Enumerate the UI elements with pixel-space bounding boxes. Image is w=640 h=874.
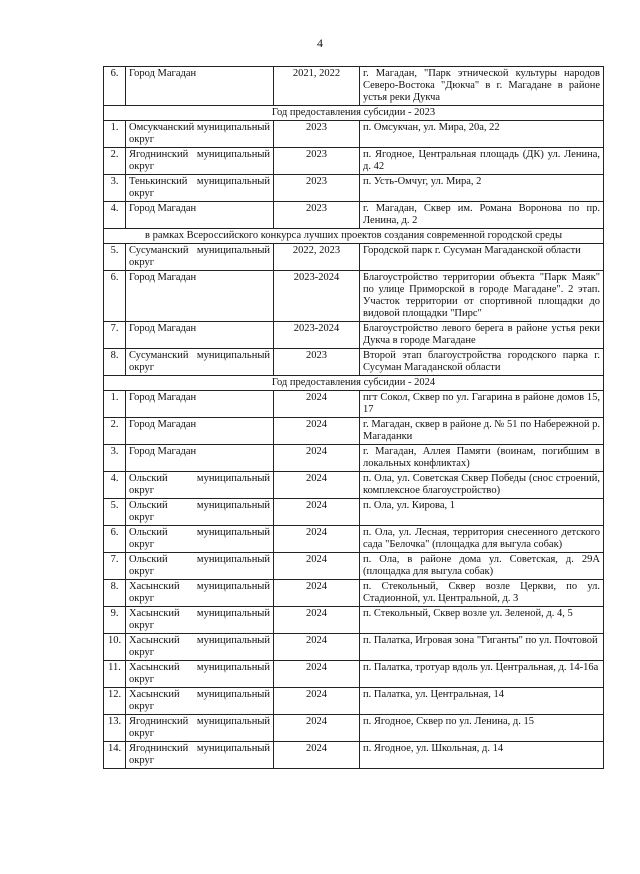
row-number-cell: 6. — [104, 526, 126, 553]
municipality-cell: Ольский муниципальный округ — [126, 499, 274, 526]
object-address-cell: п. Палатка, тротуар вдоль ул. Центральная, д. 14-16а — [360, 661, 604, 688]
table-row — [104, 349, 604, 376]
row-number-cell: 9. — [104, 607, 126, 634]
row-number-cell: 3. — [104, 445, 126, 472]
table-row — [104, 202, 604, 229]
year-cell: 2024 — [274, 499, 360, 526]
row-number-cell: 6. — [104, 67, 126, 106]
municipality-cell: Город Магадан — [126, 445, 274, 472]
municipality-cell: Город Магадан — [126, 391, 274, 418]
municipality-cell: Сусуманский муниципальный округ — [126, 244, 274, 271]
table-row — [104, 607, 604, 634]
municipality-cell: Город Магадан — [126, 202, 274, 229]
table-row — [104, 175, 604, 202]
row-number-cell: 2. — [104, 148, 126, 175]
table-row — [104, 271, 604, 322]
table-row — [104, 526, 604, 553]
row-number-cell: 4. — [104, 202, 126, 229]
table-row — [104, 121, 604, 148]
section-heading: Год предоставления субсидии - 2024 — [104, 376, 604, 391]
row-number-cell: 11. — [104, 661, 126, 688]
municipality-cell: Ольский муниципальный округ — [126, 526, 274, 553]
row-number-cell: 7. — [104, 553, 126, 580]
year-cell: 2023 — [274, 349, 360, 376]
year-cell: 2024 — [274, 391, 360, 418]
row-number-cell: 10. — [104, 634, 126, 661]
object-address-cell: Благоустройство левого берега в районе устья реки Дукча в городе Магадане — [360, 322, 604, 349]
object-address-cell: п. Стекольный, Сквер возле Церкви, по ул. Стадионной, ул. Центральной, д. 3 — [360, 580, 604, 607]
year-cell: 2024 — [274, 688, 360, 715]
year-cell: 2022, 2023 — [274, 244, 360, 271]
year-cell: 2024 — [274, 553, 360, 580]
year-cell: 2023 — [274, 148, 360, 175]
municipality-cell: Ягоднинский муниципальный округ — [126, 715, 274, 742]
page-number: 4 — [317, 36, 323, 50]
municipality-cell: Хасынский муниципальный округ — [126, 607, 274, 634]
row-number-cell: 2. — [104, 418, 126, 445]
object-address-cell: г. Магадан, сквер в районе д. № 51 по Набережной р. Магаданки — [360, 418, 604, 445]
table-row — [104, 580, 604, 607]
row-number-cell: 8. — [104, 580, 126, 607]
row-number-cell: 5. — [104, 244, 126, 271]
year-cell: 2024 — [274, 607, 360, 634]
section-heading: Год предоставления субсидии - 2023 — [104, 106, 604, 121]
object-address-cell: п. Стекольный, Сквер возле ул. Зеленой, д. 4, 5 — [360, 607, 604, 634]
object-address-cell: п. Ола, ул. Кирова, 1 — [360, 499, 604, 526]
municipality-cell: Город Магадан — [126, 271, 274, 322]
municipality-cell: Ягоднинский муниципальный округ — [126, 742, 274, 769]
table-row — [104, 499, 604, 526]
object-address-cell: Благоустройство территории объекта "Парк Маяк" по улице Приморской в городе Магадане". 2 этап. Участок территории от спортивной площадки до видовой площадки "Пирс" — [360, 271, 604, 322]
municipality-cell: Ягоднинский муниципальный округ — [126, 148, 274, 175]
object-address-cell: г. Магадан, "Парк этнической культуры народов Северо-Востока "Дюкча" в г. Магадане в районе устья реки Дукча — [360, 67, 604, 106]
row-number-cell: 1. — [104, 121, 126, 148]
year-cell: 2023-2024 — [274, 271, 360, 322]
year-cell: 2024 — [274, 445, 360, 472]
object-address-cell: п. Ягодное, Центральная площадь (ДК) ул. Ленина, д. 42 — [360, 148, 604, 175]
table-row — [104, 244, 604, 271]
object-address-cell: п. Ягодное, Сквер по ул. Ленина, д. 15 — [360, 715, 604, 742]
row-number-cell: 12. — [104, 688, 126, 715]
object-address-cell: п. Палатка, ул. Центральная, 14 — [360, 688, 604, 715]
municipality-cell: Тенькинский муниципальный округ — [126, 175, 274, 202]
row-number-cell: 13. — [104, 715, 126, 742]
section-header-row — [104, 229, 604, 244]
year-cell: 2023 — [274, 121, 360, 148]
municipality-cell: Ольский муниципальный округ — [126, 553, 274, 580]
row-number-cell: 6. — [104, 271, 126, 322]
year-cell: 2021, 2022 — [274, 67, 360, 106]
year-cell: 2023 — [274, 175, 360, 202]
year-cell: 2024 — [274, 472, 360, 499]
year-cell: 2024 — [274, 418, 360, 445]
object-address-cell: г. Магадан, Сквер им. Романа Воронова по пр. Ленина, д. 2 — [360, 202, 604, 229]
table-row — [104, 148, 604, 175]
year-cell: 2024 — [274, 661, 360, 688]
year-cell: 2024 — [274, 634, 360, 661]
row-number-cell: 8. — [104, 349, 126, 376]
year-cell: 2024 — [274, 526, 360, 553]
table-row — [104, 553, 604, 580]
object-address-cell: пгт Сокол, Сквер по ул. Гагарина в районе домов 15, 17 — [360, 391, 604, 418]
municipality-cell: Хасынский муниципальный округ — [126, 580, 274, 607]
object-address-cell: п. Усть-Омчуг, ул. Мира, 2 — [360, 175, 604, 202]
object-address-cell: п. Ягодное, ул. Школьная, д. 14 — [360, 742, 604, 769]
municipality-cell: Ольский муниципальный округ — [126, 472, 274, 499]
object-address-cell: Второй этап благоустройства городского парка г. Сусуман Магаданской области — [360, 349, 604, 376]
municipality-cell: Город Магадан — [126, 322, 274, 349]
table-row — [104, 688, 604, 715]
municipality-cell: Омсукчанский муниципальный округ — [126, 121, 274, 148]
object-address-cell: Городской парк г. Сусуман Магаданской области — [360, 244, 604, 271]
table-row — [104, 391, 604, 418]
object-address-cell: г. Магадан, Аллея Памяти (воинам, погибшим в локальных конфликтах) — [360, 445, 604, 472]
section-heading: в рамках Всероссийского конкурса лучших проектов создания современной городской среды — [104, 229, 604, 244]
row-number-cell: 3. — [104, 175, 126, 202]
year-cell: 2024 — [274, 742, 360, 769]
object-address-cell: п. Ола, ул. Советская Сквер Победы (снос строений, комплексное благоустройство) — [360, 472, 604, 499]
municipality-cell: Хасынский муниципальный округ — [126, 688, 274, 715]
table-row — [104, 472, 604, 499]
row-number-cell: 7. — [104, 322, 126, 349]
municipality-cell: Сусуманский муниципальный округ — [126, 349, 274, 376]
row-number-cell: 1. — [104, 391, 126, 418]
object-address-cell: п. Ола, в районе дома ул. Советская, д. 29А (площадка для выгула собак) — [360, 553, 604, 580]
table-row — [104, 715, 604, 742]
table-row — [104, 742, 604, 769]
year-cell: 2024 — [274, 580, 360, 607]
municipality-cell: Город Магадан — [126, 67, 274, 106]
year-cell: 2023 — [274, 202, 360, 229]
section-header-row — [104, 106, 604, 121]
object-address-cell: п. Омсукчан, ул. Мира, 20а, 22 — [360, 121, 604, 148]
table-row — [104, 418, 604, 445]
municipality-cell: Город Магадан — [126, 418, 274, 445]
section-header-row — [104, 376, 604, 391]
subsidy-table — [103, 66, 604, 769]
municipality-cell: Хасынский муниципальный округ — [126, 634, 274, 661]
table-row — [104, 661, 604, 688]
object-address-cell: п. Палатка, Игровая зона "Гиганты" по ул. Почтовой — [360, 634, 604, 661]
table-row — [104, 634, 604, 661]
object-address-cell: п. Ола, ул. Лесная, территория снесенного детского сада "Белочка" (площадка для выгула собак) — [360, 526, 604, 553]
table-row — [104, 322, 604, 349]
year-cell: 2023-2024 — [274, 322, 360, 349]
table-row — [104, 445, 604, 472]
row-number-cell: 14. — [104, 742, 126, 769]
year-cell: 2024 — [274, 715, 360, 742]
municipality-cell: Хасынский муниципальный округ — [126, 661, 274, 688]
row-number-cell: 5. — [104, 499, 126, 526]
row-number-cell: 4. — [104, 472, 126, 499]
table-row — [104, 67, 604, 106]
